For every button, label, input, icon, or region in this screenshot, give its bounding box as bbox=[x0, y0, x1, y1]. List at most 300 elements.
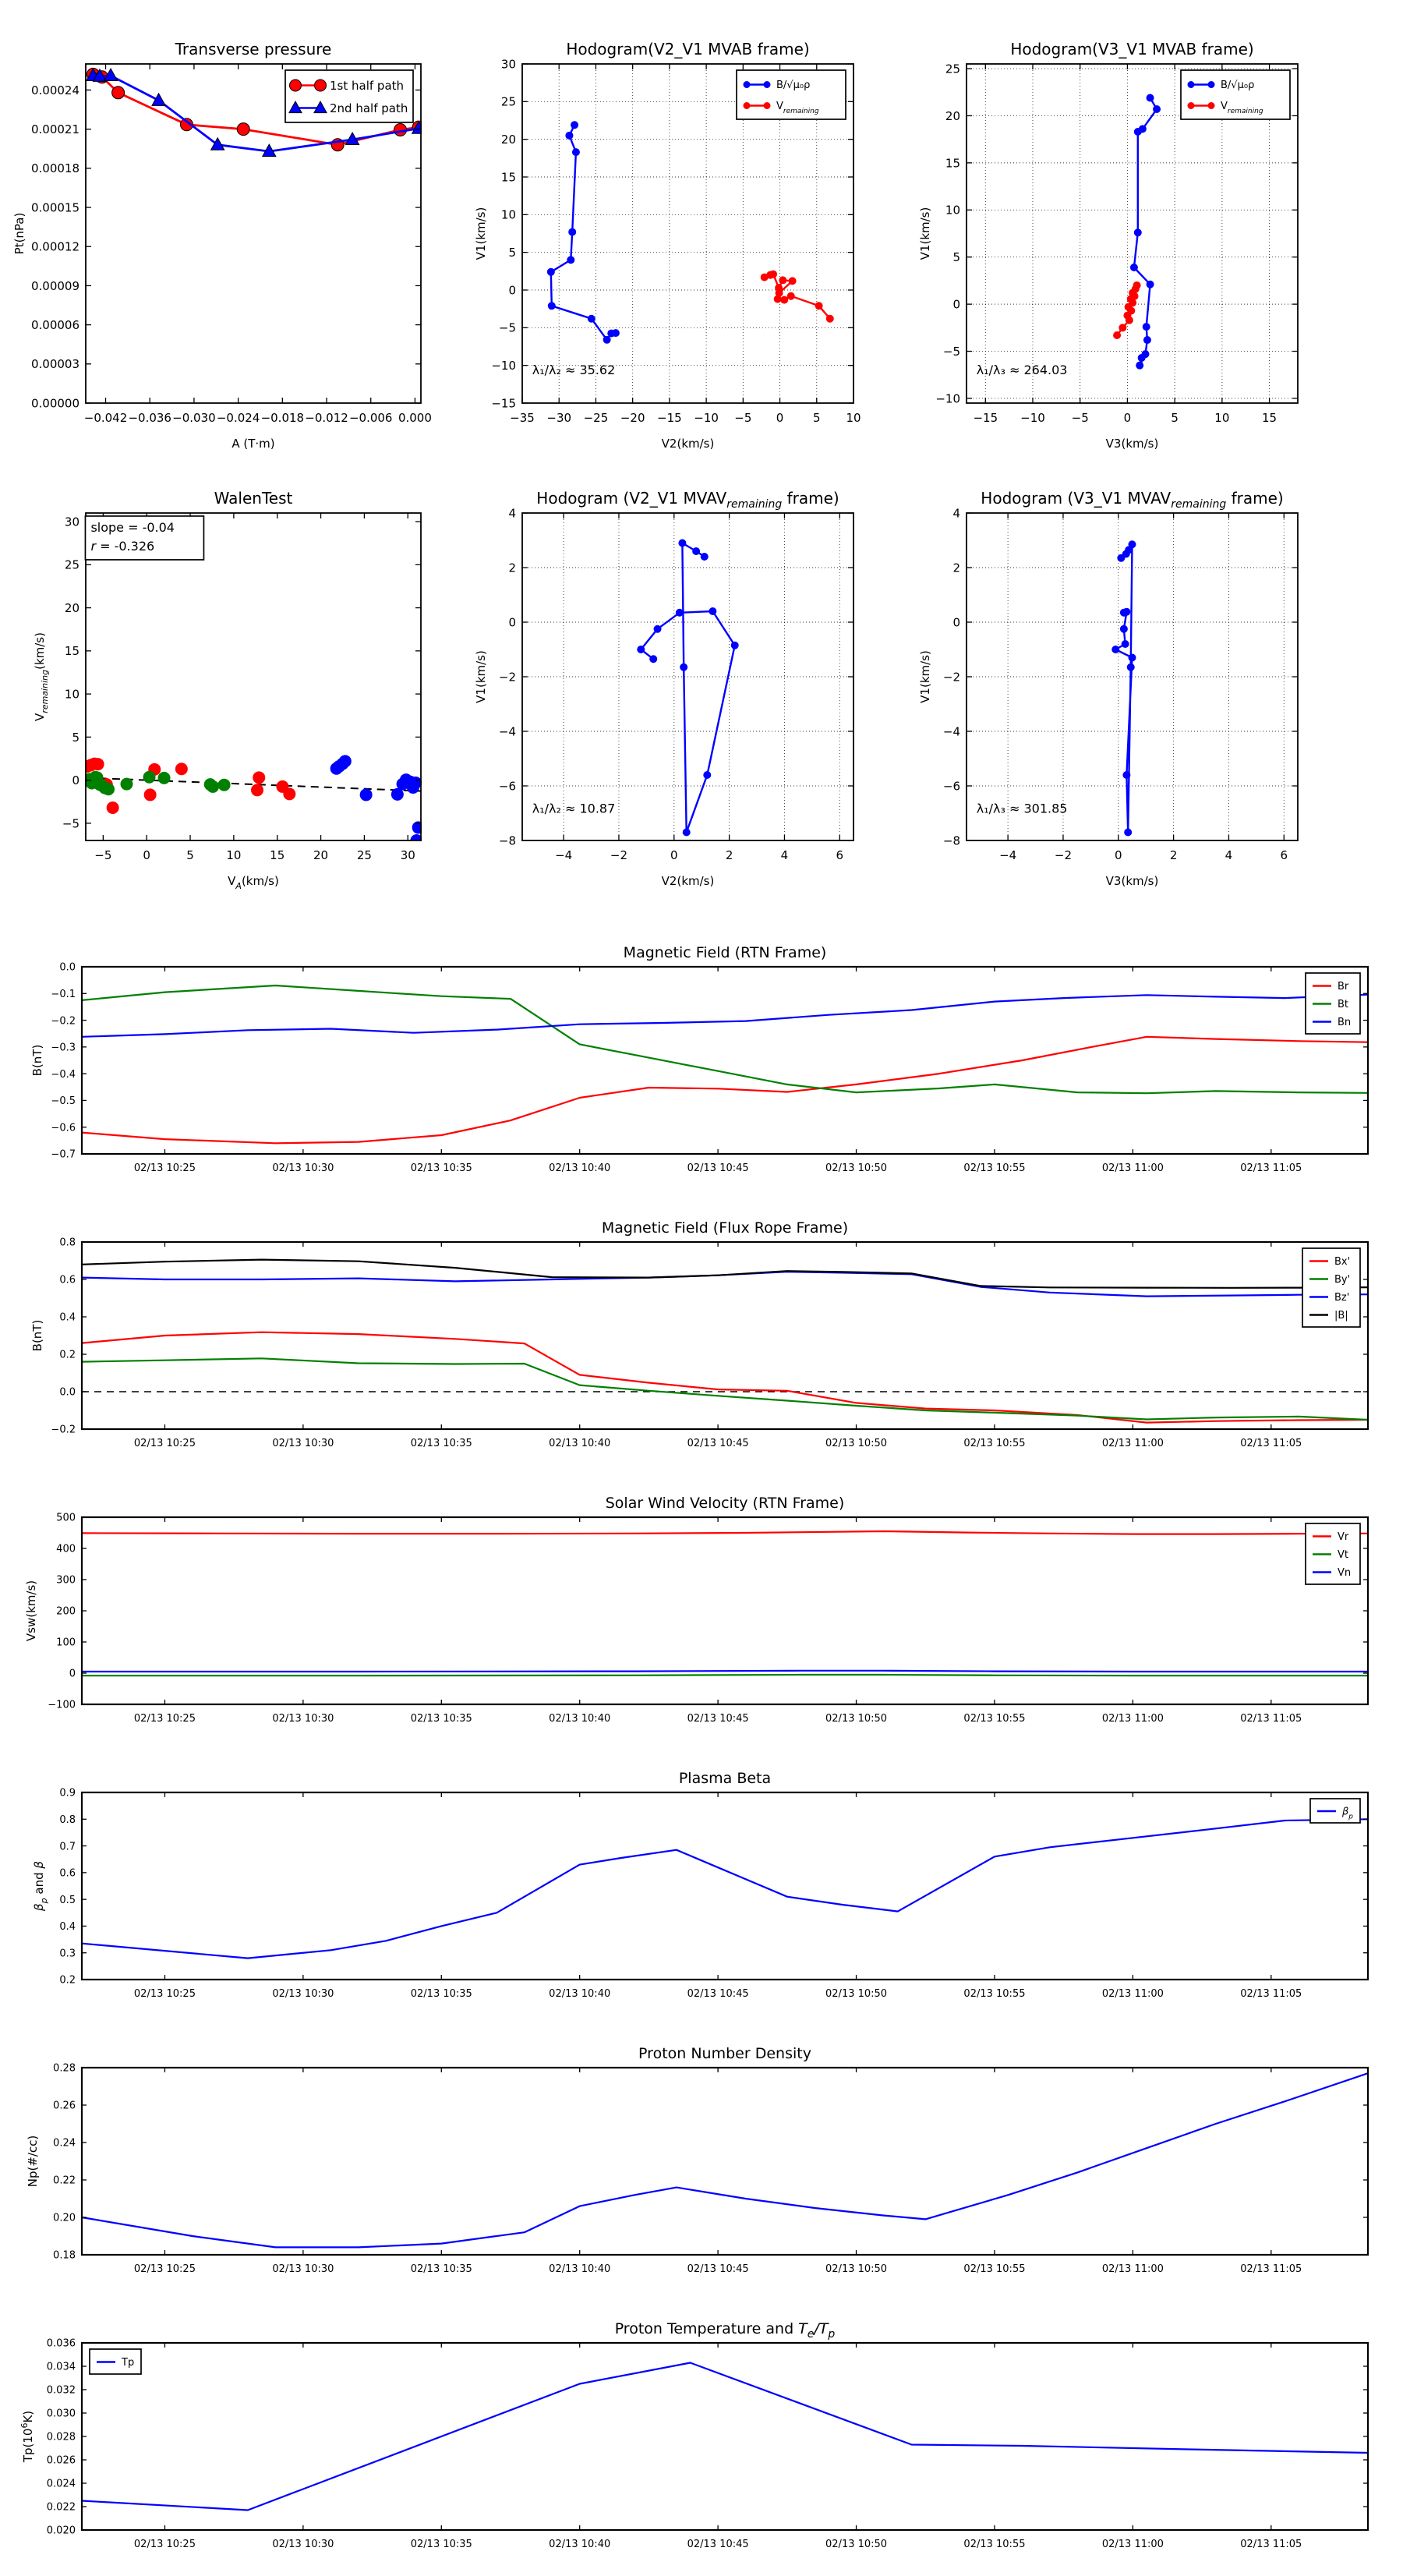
y-tick-label: −100 bbox=[48, 1699, 76, 1711]
series-line-Bn bbox=[82, 995, 1368, 1037]
x-tick-label: 0 bbox=[1115, 848, 1122, 862]
x-tick-label: 30 bbox=[400, 848, 415, 862]
x-tick-label: 02/13 11:05 bbox=[1240, 1162, 1302, 1174]
series-line-beta_p bbox=[82, 1819, 1368, 1958]
chart-title: Transverse pressure bbox=[175, 40, 332, 58]
chart-proton-temperature bbox=[19, 2320, 1368, 2550]
x-tick-label: 02/13 10:45 bbox=[687, 1162, 749, 1174]
y-tick-label: 20 bbox=[64, 600, 80, 615]
y-tick-label: 4 bbox=[952, 506, 960, 521]
data-point-marker bbox=[744, 81, 751, 88]
x-tick-label: 2 bbox=[725, 848, 733, 862]
x-tick-label: 02/13 10:25 bbox=[133, 1438, 196, 1449]
chart-hodogram-v2v1-mvab bbox=[474, 40, 861, 451]
y-tick-label: 0.2 bbox=[59, 1974, 76, 1987]
x-tick-label: 02/13 10:35 bbox=[410, 2263, 472, 2275]
y-tick-label: 0.8 bbox=[59, 1813, 76, 1826]
x-axis-label: V3(km/s) bbox=[1105, 874, 1159, 888]
x-tick-label: 02/13 11:05 bbox=[1240, 2263, 1302, 2275]
data-point-marker bbox=[1113, 331, 1121, 339]
x-tick-label: 02/13 10:25 bbox=[133, 1988, 196, 2000]
data-point-marker bbox=[1188, 102, 1195, 109]
x-tick-label: −5 bbox=[94, 848, 112, 862]
data-point-marker bbox=[158, 772, 171, 784]
data-point-marker bbox=[251, 784, 263, 796]
data-point-marker bbox=[701, 553, 709, 561]
data-point-marker bbox=[1119, 324, 1126, 331]
legend-label: Vt bbox=[1338, 1549, 1348, 1562]
y-tick-label: 0 bbox=[508, 283, 516, 298]
x-tick-label: 02/13 10:40 bbox=[549, 1988, 611, 2000]
y-tick-label: −6 bbox=[498, 779, 516, 794]
x-tick-label: 02/13 10:45 bbox=[687, 2263, 749, 2275]
legend-label: $V_{remaining}$ bbox=[776, 101, 819, 116]
x-tick-label: −10 bbox=[1020, 411, 1045, 425]
x-tick-label: 4 bbox=[1225, 848, 1233, 862]
series-line-Bt bbox=[82, 985, 1368, 1093]
data-point-marker bbox=[764, 102, 771, 109]
y-tick-label: 5 bbox=[952, 250, 960, 265]
x-tick-label: 02/13 11:05 bbox=[1240, 2539, 1302, 2550]
data-point-marker bbox=[568, 228, 576, 236]
y-tick-label: 2 bbox=[508, 561, 516, 575]
data-point-marker bbox=[692, 547, 700, 555]
x-tick-label: 0 bbox=[670, 848, 678, 862]
x-axis-label: V2(km/s) bbox=[661, 874, 715, 888]
series-line-B/sqrt(mu0 rho) bbox=[551, 125, 616, 340]
data-point-marker bbox=[175, 763, 188, 775]
series-line-V remaining bbox=[765, 274, 830, 319]
data-point-marker bbox=[547, 268, 555, 276]
data-point-marker bbox=[649, 655, 657, 663]
x-tick-label: −0.036 bbox=[128, 411, 171, 425]
y-axis-label: V1(km/s) bbox=[474, 207, 488, 260]
y-tick-label: −15 bbox=[491, 396, 516, 411]
legend-label: B/√μ₀ρ bbox=[776, 80, 811, 92]
x-tick-label: 02/13 10:25 bbox=[133, 1162, 196, 1174]
x-tick-label: 0 bbox=[776, 411, 784, 425]
y-tick-label: 15 bbox=[945, 156, 960, 171]
y-tick-label: 10 bbox=[500, 207, 516, 222]
axes-frame bbox=[82, 2068, 1368, 2255]
x-tick-label: 5 bbox=[813, 411, 821, 425]
chart-hodogram-v3v1-mvab bbox=[918, 40, 1298, 451]
x-tick-label: −0.042 bbox=[83, 411, 128, 425]
y-tick-label: 0.00015 bbox=[30, 200, 80, 215]
y-tick-label: 2 bbox=[952, 561, 960, 575]
series-group bbox=[82, 2363, 1368, 2511]
data-point-marker bbox=[1122, 771, 1130, 779]
x-axis-label: $V_A(km/s)$ bbox=[228, 874, 279, 891]
y-tick-label: 500 bbox=[56, 1512, 76, 1524]
x-tick-label: 02/13 10:55 bbox=[963, 1438, 1026, 1449]
y-tick-label: 0.6 bbox=[59, 1867, 76, 1880]
x-tick-label: 15 bbox=[270, 848, 285, 862]
chart-proton-number-density bbox=[26, 2045, 1368, 2275]
y-tick-label: 0.00021 bbox=[30, 122, 80, 137]
y-axis-label: $\beta_p$ and β bbox=[32, 1861, 49, 1911]
y-tick-label: −8 bbox=[942, 833, 960, 848]
y-tick-label: 25 bbox=[500, 94, 516, 109]
legend-label: Tp bbox=[122, 2357, 135, 2369]
data-point-marker bbox=[1122, 640, 1129, 648]
data-point-marker bbox=[780, 296, 788, 304]
data-point-marker bbox=[680, 663, 687, 671]
x-tick-label: −35 bbox=[510, 411, 535, 425]
x-tick-label: −5 bbox=[734, 411, 752, 425]
y-tick-label: 20 bbox=[500, 133, 516, 147]
x-tick-label: 02/13 10:50 bbox=[825, 1438, 888, 1449]
y-tick-label: 30 bbox=[500, 57, 516, 72]
x-tick-label: 02/13 10:55 bbox=[963, 1713, 1026, 1725]
y-tick-label: 0 bbox=[952, 297, 960, 312]
data-point-marker bbox=[1126, 317, 1133, 324]
x-tick-label: 02/13 10:25 bbox=[133, 2263, 196, 2275]
series-group bbox=[82, 1531, 1368, 1675]
chart-magnetic-field-rtn bbox=[30, 944, 1368, 1174]
chart-title: Solar Wind Velocity (RTN Frame) bbox=[605, 1495, 845, 1512]
y-axis-label: $V_{remaining}(km/s)$ bbox=[33, 632, 50, 721]
x-tick-label: 02/13 10:50 bbox=[825, 2539, 888, 2550]
x-tick-label: 15 bbox=[1262, 411, 1278, 425]
y-tick-label: 0.22 bbox=[53, 2174, 76, 2187]
axes-frame bbox=[82, 1242, 1368, 1429]
data-point-marker bbox=[1130, 264, 1138, 271]
y-tick-label: 0.024 bbox=[46, 2478, 76, 2490]
y-tick-label: 0 bbox=[952, 615, 960, 630]
y-tick-label: 0 bbox=[72, 773, 80, 788]
data-point-marker bbox=[1129, 540, 1136, 548]
x-tick-label: −30 bbox=[546, 411, 572, 425]
y-tick-label: 100 bbox=[56, 1637, 76, 1649]
x-tick-label: −0.012 bbox=[305, 411, 348, 425]
y-tick-label: −0.4 bbox=[51, 1068, 76, 1081]
series-line-|B| bbox=[82, 1260, 1368, 1288]
x-tick-label: −15 bbox=[973, 411, 998, 425]
data-point-marker bbox=[112, 87, 125, 99]
annotation-text: r = -0.326 bbox=[90, 538, 155, 554]
data-point-marker bbox=[572, 148, 580, 156]
x-tick-label: 02/13 10:35 bbox=[410, 1713, 472, 1725]
data-point-marker bbox=[1134, 128, 1142, 136]
x-tick-label: 02/13 10:30 bbox=[272, 1988, 334, 2000]
data-point-marker bbox=[1208, 81, 1215, 88]
data-point-marker bbox=[237, 123, 249, 136]
data-point-marker bbox=[779, 276, 786, 284]
data-point-marker bbox=[1136, 362, 1143, 370]
data-point-marker bbox=[787, 292, 795, 300]
y-tick-label: −0.1 bbox=[51, 988, 76, 1000]
y-tick-label: 0.2 bbox=[59, 1349, 76, 1361]
x-tick-label: 02/13 11:00 bbox=[1101, 2539, 1164, 2550]
axes-frame bbox=[82, 1792, 1368, 1980]
y-tick-label: −5 bbox=[942, 344, 960, 359]
x-tick-label: 02/13 10:50 bbox=[825, 1988, 888, 2000]
x-tick-label: −4 bbox=[999, 848, 1017, 862]
data-point-marker bbox=[1124, 829, 1132, 837]
y-tick-label: −5 bbox=[498, 320, 516, 335]
y-tick-label: −10 bbox=[935, 391, 960, 406]
series-group bbox=[82, 1819, 1368, 1958]
y-tick-label: 0.00006 bbox=[30, 318, 80, 333]
x-tick-label: −2 bbox=[610, 848, 628, 862]
y-tick-label: 0.00003 bbox=[30, 357, 80, 372]
x-tick-label: 02/13 10:45 bbox=[687, 1713, 749, 1725]
x-tick-label: 02/13 10:45 bbox=[687, 1438, 749, 1449]
legend-label: Bt bbox=[1338, 999, 1349, 1011]
y-tick-label: 0 bbox=[508, 615, 516, 630]
data-point-marker bbox=[637, 646, 645, 653]
data-point-marker bbox=[1120, 609, 1128, 617]
x-tick-label: 02/13 10:40 bbox=[549, 1438, 611, 1449]
y-tick-label: 0.00012 bbox=[30, 239, 80, 254]
data-point-marker bbox=[789, 277, 797, 285]
legend-label: Vn bbox=[1338, 1567, 1352, 1580]
x-tick-label: 2 bbox=[1169, 848, 1178, 862]
y-tick-label: −10 bbox=[491, 359, 516, 373]
y-tick-label: 0.026 bbox=[46, 2454, 76, 2467]
y-tick-label: 300 bbox=[56, 1574, 76, 1587]
x-tick-label: 02/13 10:35 bbox=[410, 2539, 472, 2550]
x-tick-label: 02/13 10:30 bbox=[272, 2263, 334, 2275]
data-point-marker bbox=[1143, 323, 1150, 331]
x-tick-label: 10 bbox=[226, 848, 242, 862]
data-point-marker bbox=[1127, 663, 1135, 671]
legend-label: Vr bbox=[1338, 1531, 1349, 1544]
chart-title: Proton Number Density bbox=[638, 2045, 811, 2062]
y-axis-label: V1(km/s) bbox=[918, 207, 932, 260]
legend-label: Br bbox=[1338, 981, 1349, 993]
data-point-marker bbox=[283, 787, 295, 800]
y-tick-label: 15 bbox=[64, 644, 80, 659]
y-axis-label: Vsw(km/s) bbox=[24, 1580, 38, 1642]
data-point-marker bbox=[1134, 228, 1142, 236]
data-point-marker bbox=[315, 80, 327, 91]
series-line-Br bbox=[82, 1037, 1368, 1144]
x-tick-label: 0.000 bbox=[398, 411, 432, 425]
legend-label: Bz' bbox=[1334, 1292, 1350, 1304]
y-tick-label: 0 bbox=[69, 1668, 76, 1680]
x-tick-label: 02/13 10:40 bbox=[549, 1713, 611, 1725]
x-tick-label: −2 bbox=[1054, 848, 1073, 862]
data-point-marker bbox=[143, 771, 156, 784]
data-point-marker bbox=[290, 80, 302, 91]
y-tick-label: 20 bbox=[945, 108, 960, 123]
x-axis-label: V3(km/s) bbox=[1105, 437, 1159, 451]
data-point-marker bbox=[764, 81, 771, 88]
x-tick-label: −10 bbox=[694, 411, 719, 425]
x-tick-label: 02/13 11:05 bbox=[1240, 1438, 1302, 1449]
data-point-marker bbox=[120, 778, 133, 791]
chart-hodogram-v3v1-mvav bbox=[918, 489, 1298, 888]
data-point-marker bbox=[571, 121, 578, 129]
x-tick-label: 02/13 10:25 bbox=[133, 2539, 196, 2550]
x-tick-label: 02/13 11:05 bbox=[1240, 1988, 1302, 2000]
x-tick-label: −20 bbox=[620, 411, 645, 425]
chart-title: WalenTest bbox=[214, 489, 293, 508]
data-point-marker bbox=[769, 271, 777, 278]
annotation-text: λ₁/λ₂ ≈ 35.62 bbox=[532, 363, 616, 378]
y-tick-label: −4 bbox=[942, 724, 960, 739]
chart-walen-test bbox=[33, 489, 425, 891]
legend-label: Bn bbox=[1338, 1017, 1352, 1029]
data-point-marker bbox=[567, 256, 574, 264]
chart-title: Magnetic Field (RTN Frame) bbox=[623, 944, 827, 961]
data-point-marker bbox=[815, 302, 823, 310]
annotation-text: λ₁/λ₃ ≈ 264.03 bbox=[976, 363, 1068, 378]
y-tick-label: −2 bbox=[498, 670, 516, 685]
x-tick-label: −0.030 bbox=[172, 411, 216, 425]
data-point-marker bbox=[1111, 646, 1119, 653]
x-tick-label: 02/13 10:40 bbox=[549, 1162, 611, 1174]
x-axis-label: V2(km/s) bbox=[661, 437, 715, 451]
y-tick-label: 0.030 bbox=[46, 2408, 76, 2420]
legend-label: $\beta_p$ bbox=[1342, 1806, 1354, 1821]
chart-title: Hodogram(V3_V1 MVAB frame) bbox=[1010, 40, 1254, 58]
x-tick-label: 02/13 10:30 bbox=[272, 1438, 334, 1449]
y-tick-label: −0.2 bbox=[51, 1424, 76, 1436]
data-point-marker bbox=[144, 788, 157, 801]
x-tick-label: 02/13 10:30 bbox=[272, 1713, 334, 1725]
x-axis-label: A (T·m) bbox=[231, 437, 275, 451]
y-tick-label: 400 bbox=[56, 1543, 76, 1555]
series-group bbox=[1111, 540, 1136, 836]
series-line-Bx' bbox=[82, 1332, 1368, 1423]
x-tick-label: −0.006 bbox=[348, 411, 393, 425]
chart-hodogram-v2v1-mvav bbox=[474, 489, 853, 888]
data-point-marker bbox=[683, 829, 691, 837]
x-tick-label: 02/13 10:40 bbox=[549, 2263, 611, 2275]
data-point-marker bbox=[826, 315, 834, 323]
y-tick-label: −8 bbox=[498, 833, 516, 848]
data-point-marker bbox=[678, 540, 686, 547]
x-tick-label: 02/13 10:55 bbox=[963, 2539, 1026, 2550]
chart-title: Hodogram (V2_V1 $MVAV_{remaining}$ frame) bbox=[536, 489, 839, 511]
data-point-marker bbox=[253, 771, 265, 784]
y-tick-label: 0.5 bbox=[59, 1894, 76, 1906]
x-tick-label: 10 bbox=[1214, 411, 1230, 425]
data-point-marker bbox=[218, 779, 231, 791]
y-tick-label: 10 bbox=[945, 203, 960, 218]
y-tick-label: 0.4 bbox=[59, 1921, 76, 1934]
chart-title: Hodogram (V3_V1 $MVAV_{remaining}$ frame) bbox=[981, 489, 1284, 511]
data-point-marker bbox=[92, 758, 104, 770]
x-tick-label: 02/13 10:35 bbox=[410, 1988, 472, 2000]
chart-solar-wind-velocity bbox=[24, 1495, 1368, 1725]
x-tick-label: 0 bbox=[1123, 411, 1132, 425]
data-point-marker bbox=[709, 607, 716, 615]
x-tick-label: 02/13 10:40 bbox=[549, 2539, 611, 2550]
y-tick-label: 0.9 bbox=[59, 1787, 76, 1799]
x-tick-label: 02/13 10:45 bbox=[687, 1988, 749, 2000]
data-point-marker bbox=[339, 755, 352, 767]
y-axis-label: $Tp(10^6K)$ bbox=[19, 2410, 35, 2463]
y-tick-label: 0.0 bbox=[59, 961, 76, 974]
y-tick-label: 0.7 bbox=[59, 1841, 76, 1853]
x-tick-label: 02/13 11:00 bbox=[1101, 1988, 1164, 2000]
data-point-marker bbox=[152, 94, 165, 105]
y-tick-label: 0.6 bbox=[59, 1274, 76, 1286]
data-point-marker bbox=[1143, 336, 1151, 344]
legend-label: $V_{remaining}$ bbox=[1221, 101, 1263, 116]
y-axis-label: V1(km/s) bbox=[474, 650, 488, 703]
x-tick-label: 02/13 10:50 bbox=[825, 2263, 888, 2275]
x-tick-label: 02/13 11:05 bbox=[1240, 1713, 1302, 1725]
series-line-Np bbox=[82, 2073, 1368, 2247]
x-tick-label: −0.018 bbox=[260, 411, 305, 425]
data-point-marker bbox=[207, 780, 219, 793]
y-tick-label: 0.034 bbox=[46, 2361, 76, 2373]
x-tick-label: 02/13 10:55 bbox=[963, 2263, 1026, 2275]
x-tick-label: −25 bbox=[583, 411, 609, 425]
data-point-marker bbox=[731, 642, 739, 649]
series-line-Vn bbox=[82, 1671, 1368, 1672]
y-axis-label: Np(#/cc) bbox=[26, 2135, 40, 2188]
annotation-text: λ₁/λ₃ ≈ 301.85 bbox=[976, 801, 1068, 816]
data-point-marker bbox=[1129, 654, 1136, 662]
y-tick-label: −0.2 bbox=[51, 1015, 76, 1028]
data-point-marker bbox=[744, 102, 751, 109]
x-tick-label: 02/13 11:00 bbox=[1101, 1162, 1164, 1174]
x-tick-label: 02/13 11:00 bbox=[1101, 2263, 1164, 2275]
x-tick-label: 02/13 11:00 bbox=[1101, 1713, 1164, 1725]
legend-label: 2nd half path bbox=[330, 101, 408, 115]
y-tick-label: 0.00018 bbox=[30, 161, 80, 176]
y-tick-label: −6 bbox=[942, 779, 960, 794]
y-tick-label: 0.022 bbox=[46, 2501, 76, 2514]
x-tick-label: 02/13 10:35 bbox=[410, 1438, 472, 1449]
series-group bbox=[547, 121, 834, 344]
y-axis-label: B(nT) bbox=[30, 1044, 44, 1077]
y-axis-label: B(nT) bbox=[30, 1319, 44, 1352]
x-tick-label: 02/13 10:55 bbox=[963, 1988, 1026, 2000]
legend-label: |B| bbox=[1334, 1310, 1348, 1322]
data-point-marker bbox=[612, 329, 620, 337]
y-tick-label: 4 bbox=[508, 506, 516, 521]
data-point-marker bbox=[107, 801, 119, 814]
data-point-marker bbox=[409, 777, 422, 789]
series-group bbox=[637, 540, 738, 837]
data-point-marker bbox=[211, 138, 224, 150]
annotation-text: slope = -0.04 bbox=[90, 519, 175, 535]
y-tick-label: 5 bbox=[508, 246, 516, 260]
y-tick-label: 25 bbox=[945, 62, 960, 76]
y-tick-label: 0.028 bbox=[46, 2431, 76, 2443]
series-line-Tp bbox=[82, 2363, 1368, 2511]
y-axis-label: Pt(nPa) bbox=[12, 212, 27, 255]
series-line-Vr bbox=[82, 1531, 1368, 1534]
y-tick-label: −0.6 bbox=[51, 1122, 76, 1134]
axes-frame bbox=[82, 2343, 1368, 2530]
x-tick-label: 6 bbox=[1280, 848, 1288, 862]
y-tick-label: 15 bbox=[500, 170, 516, 185]
y-tick-label: 200 bbox=[56, 1605, 76, 1618]
x-tick-label: −15 bbox=[657, 411, 682, 425]
series-group bbox=[81, 755, 424, 847]
x-tick-label: 02/13 10:35 bbox=[410, 1162, 472, 1174]
y-tick-label: 0.00024 bbox=[30, 83, 80, 97]
chart-title: Proton Temperature and $T_e/T_p$ bbox=[614, 2320, 836, 2341]
legend-label: 1st half path bbox=[330, 78, 405, 93]
data-point-marker bbox=[1208, 102, 1215, 109]
data-point-marker bbox=[1120, 625, 1128, 633]
y-tick-label: 0.26 bbox=[53, 2100, 76, 2112]
axes-frame bbox=[82, 967, 1368, 1154]
y-tick-label: 0.0 bbox=[59, 1386, 76, 1399]
x-tick-label: 5 bbox=[186, 848, 194, 862]
y-tick-label: 5 bbox=[72, 730, 80, 745]
y-tick-label: 0.24 bbox=[53, 2137, 76, 2150]
